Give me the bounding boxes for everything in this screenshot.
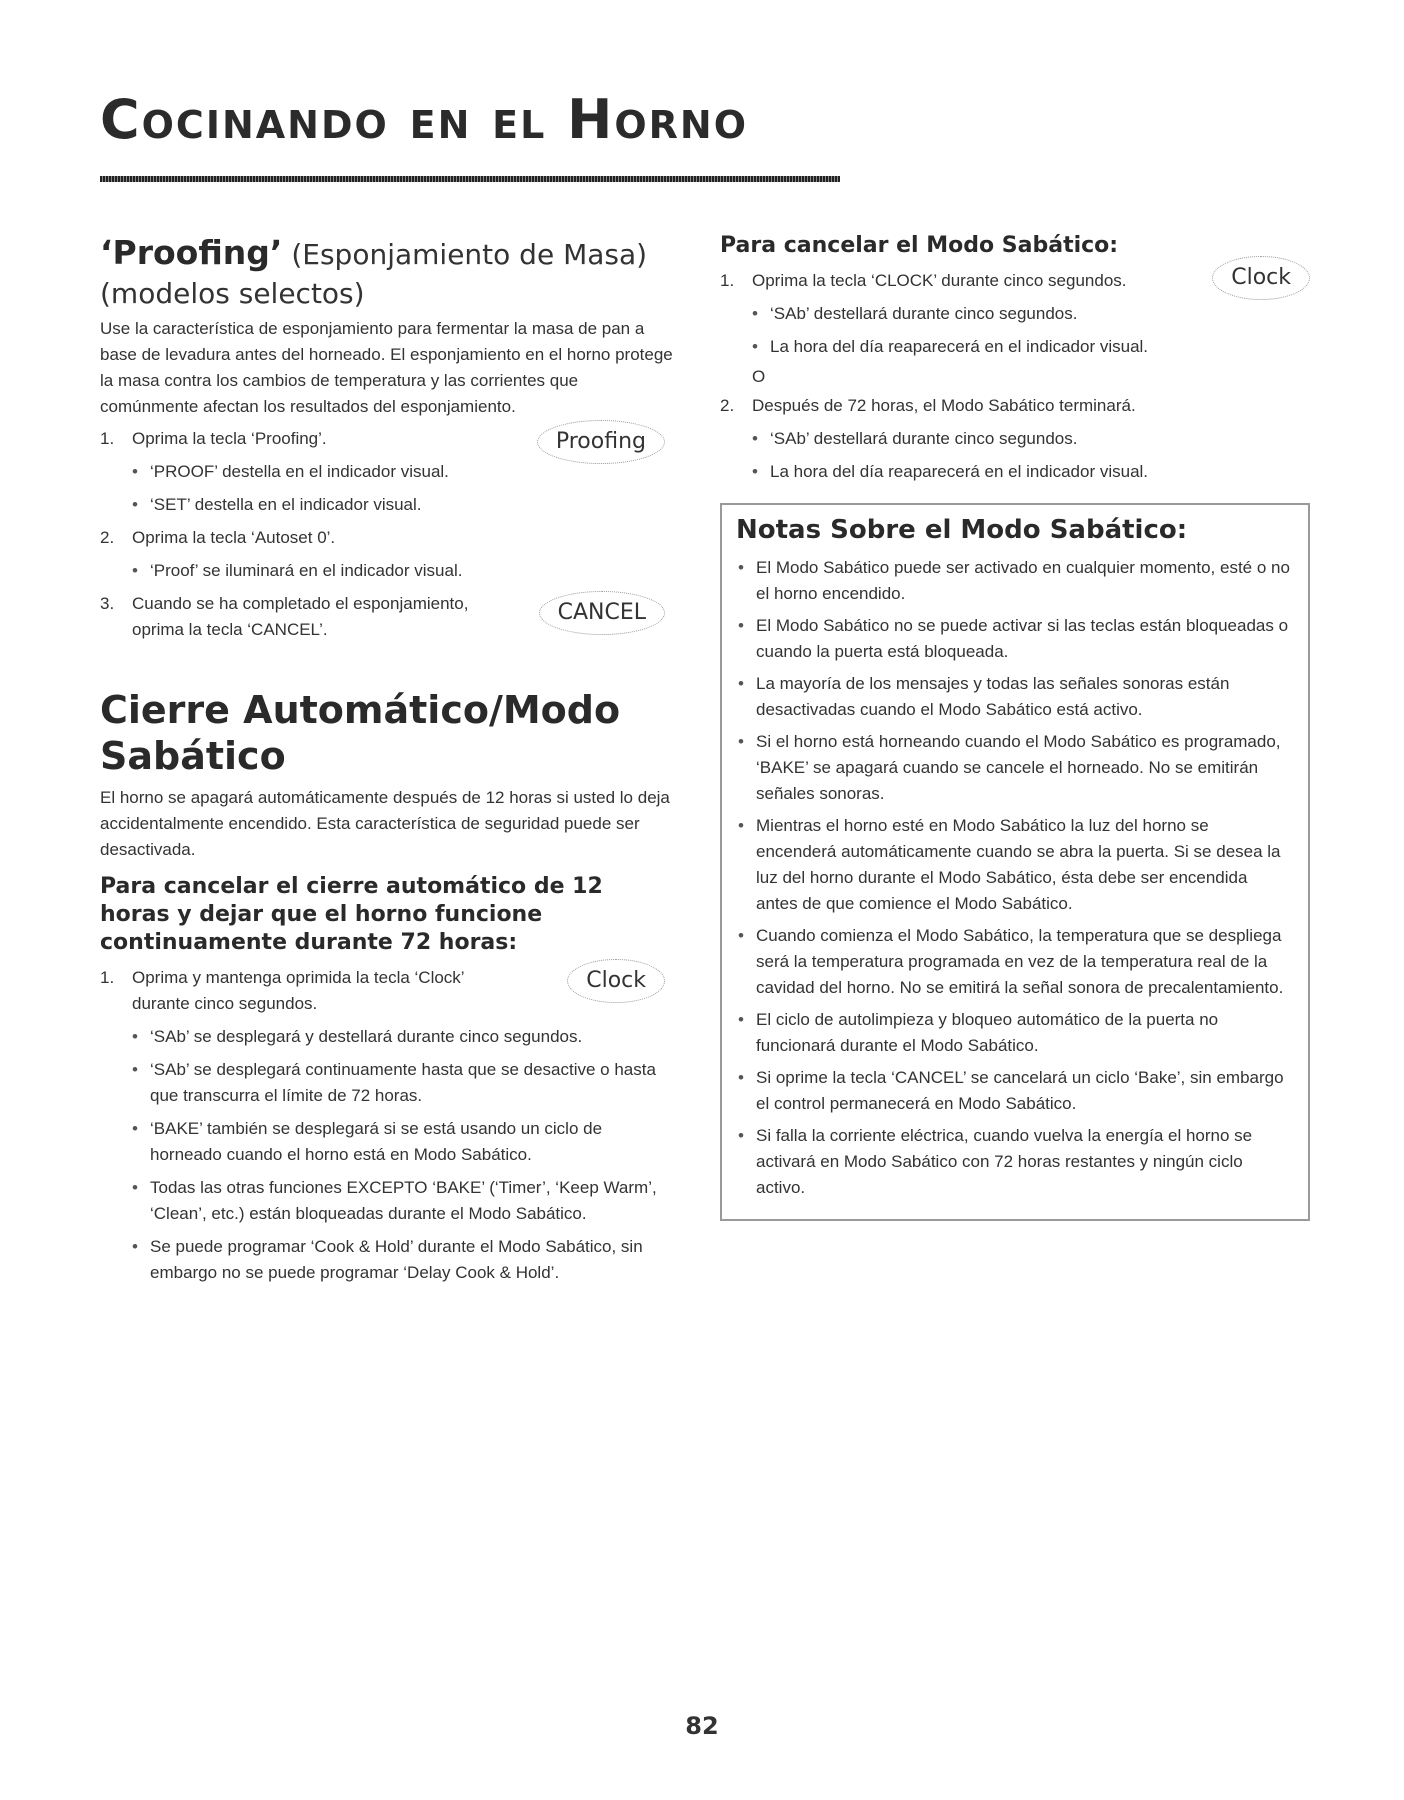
step-number: 3. (100, 594, 115, 613)
list-item: • ‘Proof’ se iluminará en el indicador visual. (100, 558, 675, 584)
step-text: Oprima la tecla ‘CLOCK’ durante cinco segundos. (752, 271, 1127, 290)
proofing-heading (100, 232, 675, 276)
list-item: • La mayoría de los mensajes y todas las señales sonoras están desactivadas cuando el Modo Sabático está activo. (736, 671, 1292, 723)
cancel-step-1 (720, 265, 1310, 294)
list-item: • Mientras el horno esté en Modo Sabático la luz del horno se encenderá automáticamente cuando se abra la puerta. Si se desea la luz del horno durante el Modo Sabático, ésta debe ser encendida antes de que comience el Modo Sabático. (736, 813, 1292, 917)
list-item: • El ciclo de autolimpieza y bloqueo automático de la puerta no funcionará durante el Modo Sabático. (736, 1007, 1292, 1059)
proofing-subheading: (modelos selectos) (100, 277, 365, 310)
proofing-heading-bold: ‘Proofing’ (100, 233, 283, 272)
step-number: 1. (100, 968, 115, 987)
step-text: Cuando se ha completado el esponjamiento, oprima la tecla ‘CANCEL’. (132, 594, 469, 639)
list-item: • El Modo Sabático puede ser activado en cualquier momento, esté o no el horno encendido. (736, 555, 1292, 607)
cierre-step-1 (100, 965, 675, 1017)
list-item: • Si el horno está horneando cuando el Modo Sabático es programado, ‘BAKE’ se apagará cuando se cancele el horneado. No se emitirán señales sonoras. (736, 729, 1292, 807)
cierre-subheading: Para cancelar el cierre automático de 12 horas y dejar que el horno funcione continuamente durante 72 horas: (100, 874, 603, 955)
list-item: • ‘SET’ destella en el indicador visual. (100, 492, 675, 518)
step-text: Después de 72 horas, el Modo Sabático terminará. (752, 396, 1136, 415)
list-item: • El Modo Sabático no se puede activar si las teclas están bloqueadas o cuando la puerta está bloqueada. (736, 613, 1292, 665)
or-separator: O (752, 367, 766, 386)
step-number: 2. (720, 396, 735, 415)
notes-heading: Notas Sobre el Modo Sabático: (736, 515, 1188, 545)
cancel-step-1-bullets (720, 301, 1310, 360)
cancel-step-2 (720, 393, 1310, 419)
proofing-step-1-bullets (100, 459, 675, 518)
left-column (100, 232, 675, 1293)
cancel-sabbath-steps (720, 265, 1310, 294)
cierre-steps (100, 965, 675, 1017)
proofing-heading-rest: (Esponjamiento de Masa) (282, 238, 648, 271)
proofing-step-2-bullets (100, 558, 675, 584)
list-item: • Si falla la corriente eléctrica, cuando vuelva la energía el horno se activará en Modo Sabático con 72 horas restantes y ningún ciclo activo. (736, 1123, 1292, 1201)
list-item: • La hora del día reaparecerá en el indicador visual. (720, 459, 1310, 485)
clock-key: Clock (567, 959, 665, 1003)
list-item: • ‘SAb’ destellará durante cinco segundos. (720, 426, 1310, 452)
list-item: • Si oprime la tecla ‘CANCEL’ se cancelará un ciclo ‘Bake’, sin embargo el control permanecerá en Modo Sabático. (736, 1065, 1292, 1117)
cierre-bullets (100, 1024, 675, 1286)
list-item: • ‘SAb’ se desplegará continuamente hasta que se desactive o hasta que transcurra el límite de 72 horas. (100, 1057, 675, 1109)
step-number: 1. (100, 429, 115, 448)
cancel-key: CANCEL (539, 591, 665, 635)
step-number: 2. (100, 528, 115, 547)
proofing-step-3 (100, 591, 675, 643)
step-text: Oprima la tecla ‘Proofing’. (132, 429, 327, 448)
list-item: • ‘SAb’ destellará durante cinco segundos. (720, 301, 1310, 327)
title-rule (100, 176, 840, 182)
notes-list (736, 555, 1292, 1201)
step-text: Oprima la tecla ‘Autoset 0’. (132, 528, 336, 547)
page-title: Cocinando en el Horno (100, 88, 749, 151)
cierre-intro: El horno se apagará automáticamente después de 12 horas si usted lo deja accidentalmente encendido. Esta característica de seguridad puede ser desactivada. (100, 788, 670, 859)
sabbath-notes-box (720, 503, 1310, 1221)
page-number: 82 (685, 1712, 719, 1740)
cancel-step-2-bullets (720, 426, 1310, 485)
list-item: • ‘PROOF’ destella en el indicador visual. (100, 459, 675, 485)
list-item: • Se puede programar ‘Cook & Hold’ durante el Modo Sabático, sin embargo no se puede programar ‘Delay Cook & Hold’. (100, 1234, 675, 1286)
proofing-intro: Use la característica de esponjamiento para fermentar la masa de pan a base de levadura antes del horneado. El esponjamiento en el horno protege la masa contra los cambios de temperatura y las corrientes que comúnmente afectan los resultados del esponjamiento. (100, 319, 673, 416)
cierre-heading: Cierre Automático/Modo Sabático (100, 688, 621, 778)
step-text: Oprima y mantenga oprimida la tecla ‘Clock’ durante cinco segundos. (132, 968, 464, 1013)
proofing-step-1 (100, 426, 675, 452)
list-item: • La hora del día reaparecerá en el indicador visual. (720, 334, 1310, 360)
proofing-key: Proofing (537, 420, 665, 464)
cancel-sabbath-heading: Para cancelar el Modo Sabático: (720, 233, 1119, 258)
proofing-steps (100, 426, 675, 643)
list-item: • ‘BAKE’ también se desplegará si se está usando un ciclo de horneado cuando el horno está en Modo Sabático. (100, 1116, 675, 1168)
clock-key: Clock (1212, 256, 1310, 300)
cancel-sabbath-steps-2 (720, 393, 1310, 419)
step-number: 1. (720, 271, 735, 290)
list-item: • Cuando comienza el Modo Sabático, la temperatura que se despliega será la temperatura programada en vez de la temperatura real de la cavidad del horno. No se emitirá la señal sonora de precalentamiento. (736, 923, 1292, 1001)
list-item: • ‘SAb’ se desplegará y destellará durante cinco segundos. (100, 1024, 675, 1050)
proofing-step-2 (100, 525, 675, 551)
list-item: • Todas las otras funciones EXCEPTO ‘BAKE’ (‘Timer’, ‘Keep Warm’, ‘Clean’, etc.) están bloqueadas durante el Modo Sabático. (100, 1175, 675, 1227)
right-column (720, 232, 1310, 1221)
